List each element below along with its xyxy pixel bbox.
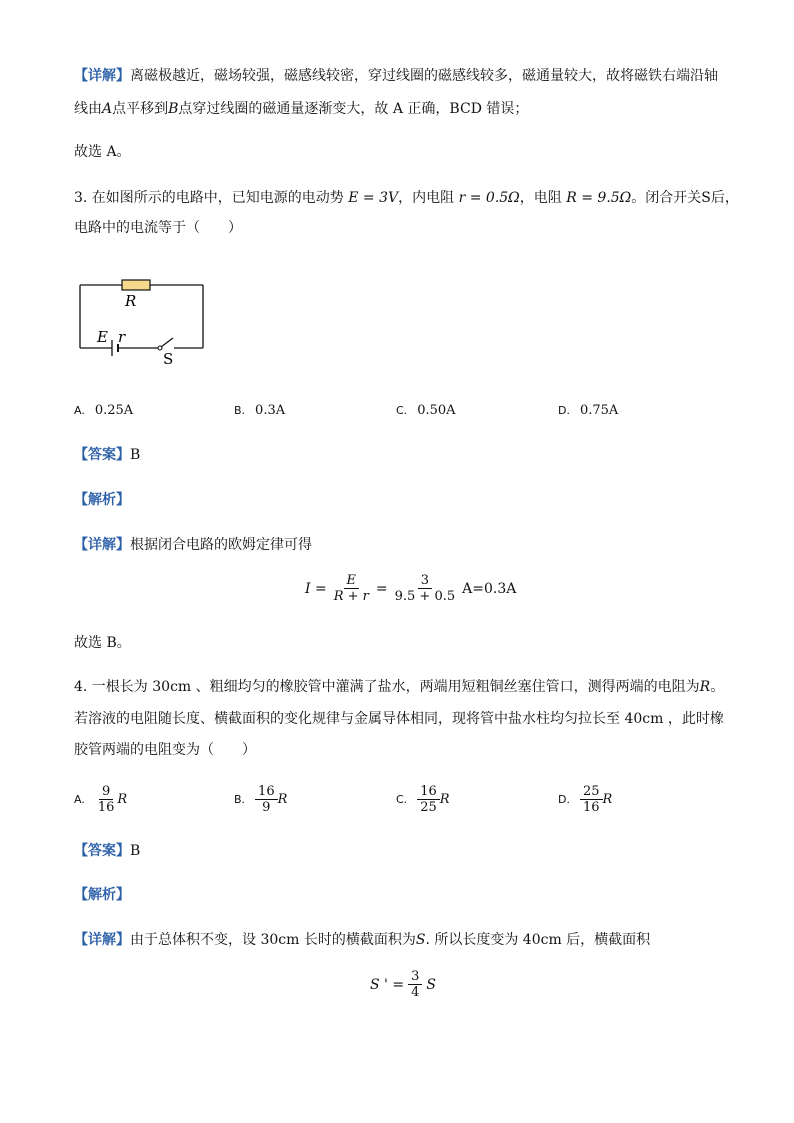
q3-detail: 【详解】根据闭合电路的欧姆定律可得 xyxy=(74,537,312,553)
q3-option-a: A. 0.25A xyxy=(74,403,134,418)
q3-analysis-tag: 【解析】 xyxy=(74,492,130,508)
q3-option-c: C. 0.50A xyxy=(396,403,456,418)
resistor-symbol xyxy=(122,280,150,290)
q4-answer: 【答案】B xyxy=(74,843,141,859)
label-R: R xyxy=(125,292,137,310)
q4-detail: 【详解】由于总体积不变，设 30cm 长时的横截面积为S. 所以长度变为 40cm 后，横截面积 xyxy=(74,932,651,948)
q4-option-c: C. $\frac{16}{25}$ R xyxy=(396,784,450,815)
prev-detail-line1: 【详解】离磁极越近，磁场较强，磁感线较密，穿过线圈的磁感线较多，磁通量较大，故将磁铁右端沿轴 xyxy=(74,68,718,84)
prev-detail-line2: 线由A点平移到B点穿过线圈的磁通量逐渐变大，故 A 正确，BCD 错误； xyxy=(74,101,529,117)
q3-answer: 【答案】B xyxy=(74,447,141,463)
q4-stem-line1: 4. 一根长为 30cm 、粗细均匀的橡胶管中灌满了盐水，两端用短粗铜丝塞住管口，测得两端的电阻为R。 xyxy=(74,679,725,695)
prev-conclusion: 故选 A。 xyxy=(74,144,131,160)
q3-option-b: B. 0.3A xyxy=(234,403,286,418)
q4-option-b: B. $\frac{16}{9}$ R xyxy=(234,784,288,815)
label-r: r xyxy=(118,328,126,346)
q4-option-d: D. $\frac{25}{16}$ R xyxy=(558,784,613,815)
q3-formula: I = $\frac{E}{R + r}$ = $\frac{3}{9.5 + 0.5}$ A=0.3A xyxy=(305,573,517,604)
q3-resistance: R = 9.5Ω xyxy=(566,190,632,206)
q3-stem-line2: 电路中的电流等于（ ） xyxy=(74,220,242,236)
circuit-diagram xyxy=(70,274,210,370)
switch-blade xyxy=(161,338,173,347)
detail-tag: 【详解】 xyxy=(74,68,130,84)
label-S: S xyxy=(163,350,174,368)
q4-analysis-tag: 【解析】 xyxy=(74,887,130,903)
q4-stem-line2: 若溶液的电阻随长度、横截面积的变化规律与金属导体相同，现将管中盐水柱均匀拉长至 40cm ，此时橡 xyxy=(74,711,724,727)
q3-option-d: D. 0.75A xyxy=(558,403,619,418)
fraction-e-over-r-plus-r: $\frac{E}{R + r}$ xyxy=(333,573,369,604)
q3-emf: E = 3V xyxy=(348,190,399,206)
q3-internal-resistance: r = 0.5Ω xyxy=(458,190,520,206)
label-E: E xyxy=(97,328,108,346)
fraction-3-over-4: $\frac{3}{4}$ xyxy=(408,969,422,1000)
q4-formula: S ' = $\frac{3}{4}$ S xyxy=(370,969,436,1000)
fraction-3-over-10: $\frac{3}{9.5 + 0.5}$ xyxy=(394,573,456,604)
switch-contact xyxy=(158,346,162,350)
q4-stem-line3: 胶管两端的电阻变为（ ） xyxy=(74,742,256,758)
q4-option-a: A. $\frac{9}{16}$ R xyxy=(74,784,128,815)
q3-stem-line1: 3. 在如图所示的电路中，已知电源的电动势 E = 3V，内电阻 r = 0.5Ω，电阻 R = 9.5Ω。闭合开关S后， xyxy=(74,190,739,206)
q3-conclusion: 故选 B。 xyxy=(74,635,131,651)
